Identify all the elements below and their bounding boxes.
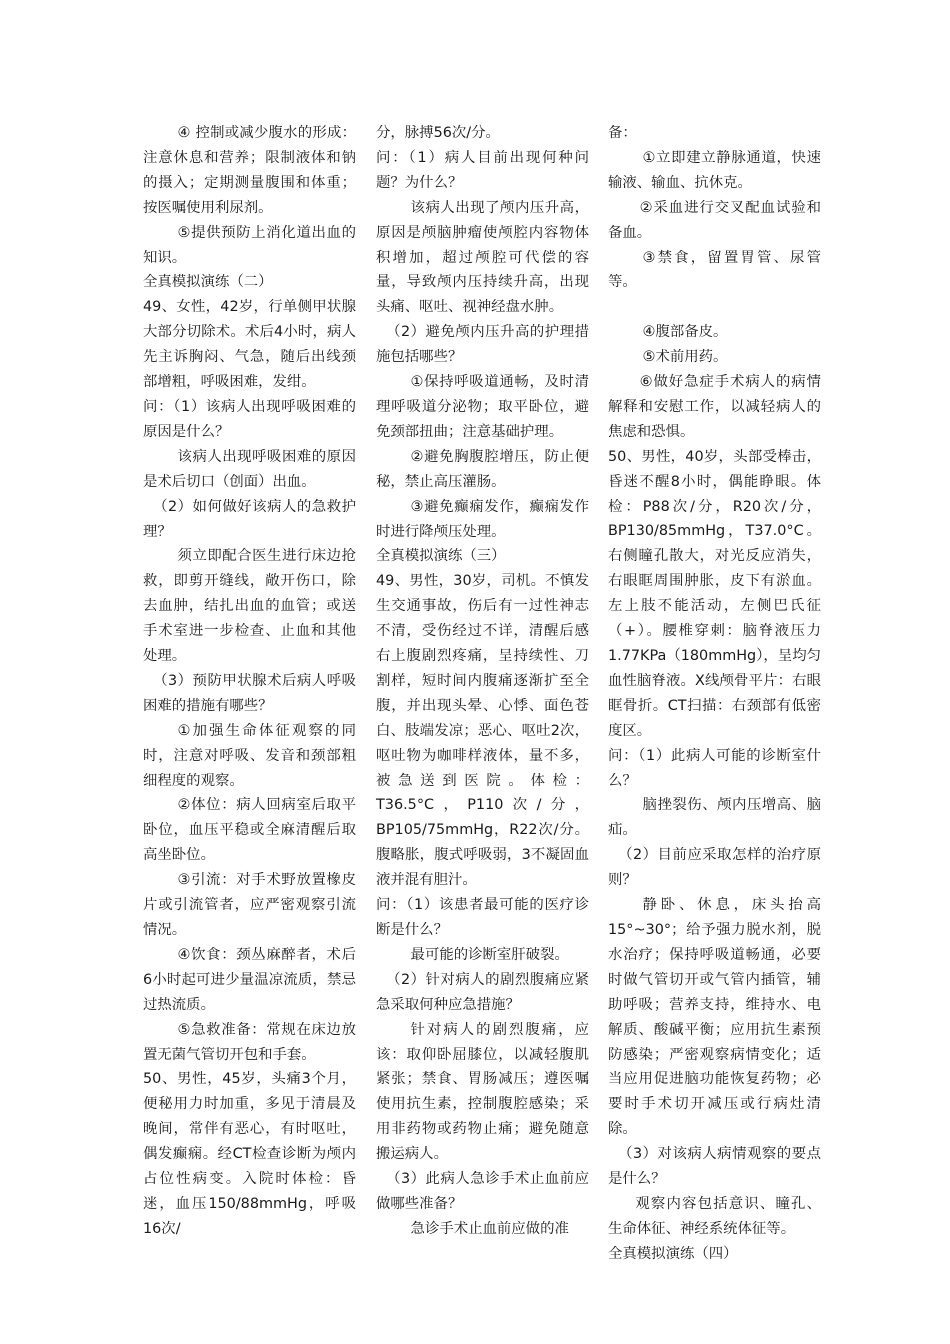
answer: 脑挫裂伤、颅内压增高、脑疝。 — [608, 797, 821, 839]
section-heading: 全真模拟演练（二） — [143, 274, 273, 291]
question: （2）避免颅内压升高的护理措施包括哪些？ — [376, 324, 589, 366]
question: （3）此病人急诊手术止血前应做哪些准备？ — [376, 1171, 589, 1212]
answer: ②避免胸腹腔增压，防止便秘，禁止高压灌肠。 — [376, 448, 589, 490]
blank-line — [608, 295, 821, 320]
answer: ⑥做好急症手术病人的病情解释和安慰工作，以减轻病人的焦虑和恐惧。 — [608, 374, 821, 440]
answer: ③禁食，留置胃管、尿管等。 — [608, 249, 821, 291]
case-description: 49、女性，42岁，行单侧甲状腺大部分切除术。术后4小时，病人先主诉胸闷、气急，随后出线颈部增粗，呼吸困难，发绀。 — [143, 299, 356, 391]
question: 问：（1）该病人出现呼吸困难的原因是什么？ — [143, 398, 356, 440]
section-heading: 全真模拟演练（三） — [376, 548, 506, 565]
answer: 该病人出现呼吸困难的原因是术后切口（创面）出血。 — [143, 448, 356, 490]
text-column-3 — [608, 121, 821, 1267]
answer: ⑤术前用药。 — [642, 349, 728, 366]
text-column-1 — [143, 121, 356, 1242]
answer: 针对病人的剧烈腹痛，应该：取仰卧屈膝位，以减轻腹肌紧张；禁食、胃肠减压；遵医嘱使用抗生素，控制腹腔感染；采用非药物或药物止痛；避免随意搬运病人。 — [376, 1021, 589, 1163]
answer: 观察内容包括意识、瞳孔、生命体征、神经系统体征等。 — [608, 1195, 821, 1237]
question: （2）针对病人的剧烈腹痛应紧急采取何种应急措施？ — [376, 971, 589, 1013]
answer: ①加强生命体征观察的同时，注意对呼吸、发音和颈部粗细程度的观察。 — [143, 722, 356, 789]
answer: 急诊手术止血前应做的准 — [410, 1220, 569, 1237]
answer: 须立即配合医生进行床边抢救，即剪开缝线，敞开伤口，除去血肿，结扎出血的血管；或送手术室进一步检查、止血和其他处理。 — [143, 548, 356, 665]
answer: ②体位：病人回病室后取平卧位，血压平稳或全麻清醒后取高坐卧位。 — [143, 797, 356, 864]
answer: ⑤急救准备：常规在床边放置无菌气管切开包和手套。 — [143, 1021, 356, 1063]
text-column-2 — [376, 121, 589, 1242]
question: 问：（1）该患者最可能的医疗诊断是什么？ — [376, 897, 589, 938]
question: （3）对该病人病情观察的要点是什么？ — [608, 1146, 821, 1188]
answer: ①立即建立静脉通道，快速输液、输血、抗休克。 — [608, 149, 821, 191]
answer: 备： — [608, 125, 637, 141]
paragraph: ⑤提供预防上消化道出血的知识。 — [143, 224, 356, 266]
case-description: 分，脉搏56次/分。 — [376, 125, 500, 141]
section-heading: 全真模拟演练（四） — [608, 1245, 738, 1262]
paragraph: ④ 控制或减少腹水的形成：注意休息和营养；限制液体和钠的摄入；定期测量腹围和体重；按医嘱使用利尿剂。 — [143, 125, 356, 216]
answer: 该病人出现了颅内压升高，原因是颅脑肿瘤使颅腔内容物体积增加，超过颅腔可代偿的容量，导致颅内压持续升高，出现头痛、呕吐、视神经盘水肿。 — [376, 199, 589, 316]
question: （3）预防甲状腺术后病人呼吸困难的措施有哪些？ — [143, 672, 356, 714]
question: （2）如何做好该病人的急救护理？ — [143, 498, 356, 540]
question: 问：（1）病人目前出现何种问题？为什么？ — [376, 149, 589, 191]
answer: ④饮食：颈丛麻醉者，术后6小时起可进少量温凉流质，禁忌过热流质。 — [143, 946, 356, 1013]
question: 问：（1）此病人可能的诊断室什么？ — [608, 747, 821, 789]
case-description: 50、男性，45岁，头痛3个月，便秘用力时加重，多见于清晨及晚间，常伴有恶心，有时呕吐，偶发癫痫。经CT检查诊断为颅内占位性病变。入院时体检：昏迷，血压150/88mmHg，呼吸16次/ — [143, 1071, 356, 1237]
answer: ①保持呼吸道通畅，及时清理呼吸道分泌物；取平卧位，避免颈部扭曲；注意基础护理。 — [376, 374, 589, 440]
answer: ④腹部备皮。 — [642, 324, 728, 341]
question: （2）目前应采取怎样的治疗原则？ — [608, 847, 821, 889]
answer: 最可能的诊断室肝破裂。 — [410, 946, 569, 963]
case-description: 49、男性，30岁，司机。不慎发生交通事故，伤后有一过性神志不清，受伤经过不详，清醒后感右上腹剧烈疼痛，呈持续性、刀割样，短时间内腹痛逐渐扩至全腹，并出现头晕、心悸、面色苍白、肢端发凉；恶心、呕吐2次，呕吐物为咖啡样液体，量不多，被急送到医院。体检：T36.5°C，P110次/分，BP105/75mmHg，R22次/分。腹略胀，腹式呼吸弱，3不凝固血液并混有胆汁。 — [376, 573, 589, 889]
case-description: 50、男性，40岁，头部受棒击，昏迷不醒8小时，偶能睁眼。体检：P88次/分，R20次/分，BP130/85mmHg，T37.0°C。右侧瞳孔散大，对光反应消失，右眼眶周围肿胀，皮下有淤血。左上肢不能活动，左侧巴氏征（+）。腰椎穿刺：脑脊液压力1.77KPa（180mmHg），呈均匀血性脑脊液。X线颅骨平片：右眼眶骨折。CT扫描：右颈部有低密度区。 — [608, 448, 821, 739]
answer: ③引流：对手术野放置橡皮片或引流管者，应严密观察引流情况。 — [143, 872, 356, 938]
answer: 静卧、休息，床头抬高15°~30°；给予强力脱水剂，脱水治疗；保持呼吸道畅通，必要时做气管切开或气管内插管，辅助呼吸；营养支持，维持水、电解质、酸碱平衡；应用抗生素预防感染；严密观察病情变化；适当应用促进脑功能恢复药物；必要时手术切开减压或行病灶清除。 — [608, 897, 821, 1138]
answer: ②采血进行交叉配血试验和备血。 — [608, 199, 821, 241]
answer: ③避免癫痫发作，癫痫发作时进行降颅压处理。 — [376, 498, 589, 540]
